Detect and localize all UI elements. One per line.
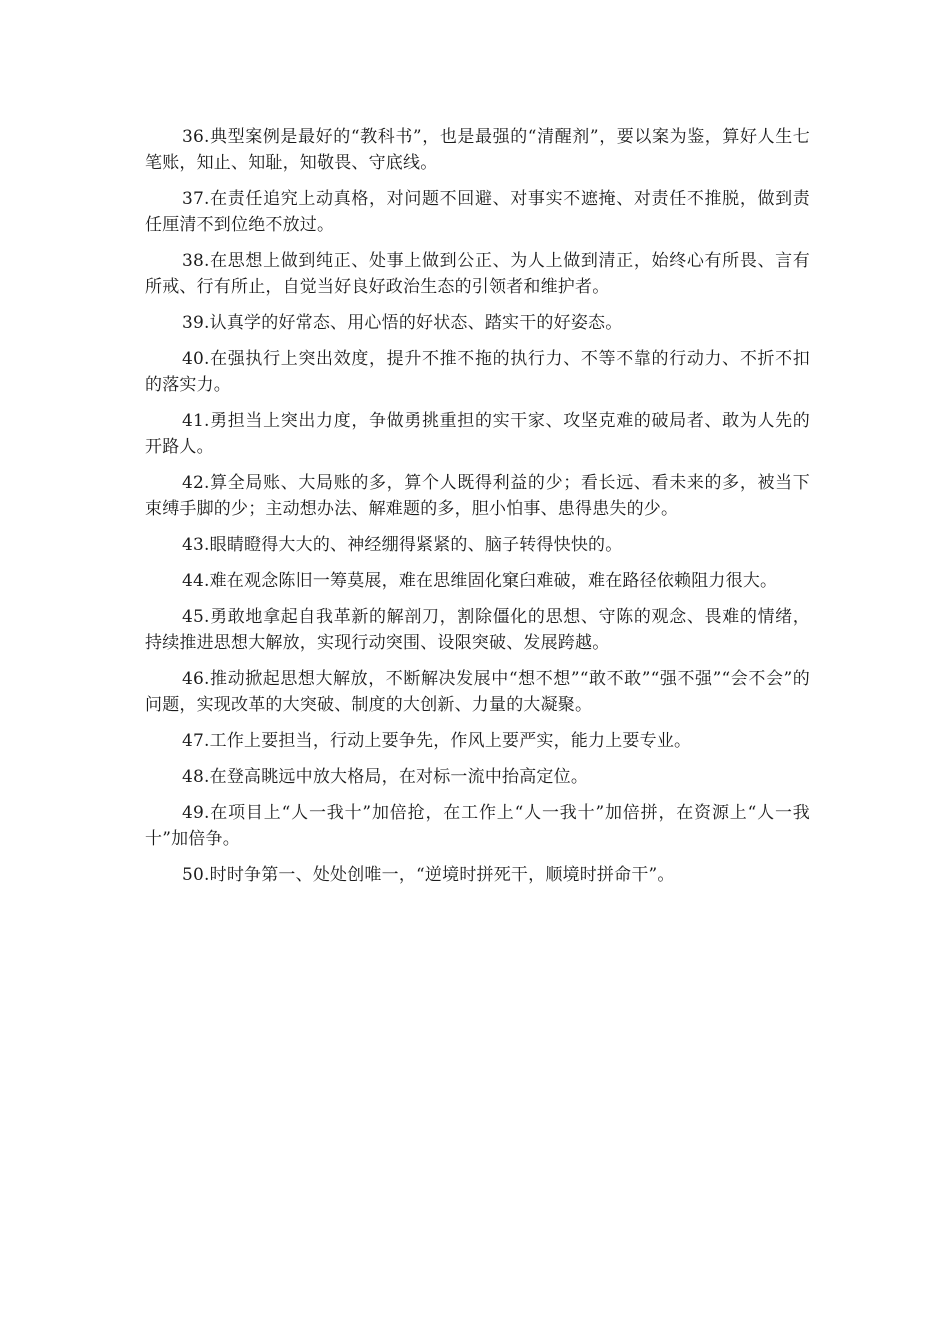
document-body [145, 124, 810, 898]
paragraph-40: 40.在强执行上突出效度，提升不推不拖的执行力、不等不靠的行动力、不折不扣的落实力。 [145, 349, 810, 395]
paragraph-39: 39.认真学的好常态、用心悟的好状态、踏实干的好姿态。 [182, 313, 623, 333]
paragraph-45: 45.勇敢地拿起自我革新的解剖刀，割除僵化的思想、守陈的观念、畏难的情绪，持续推进思想大解放，实现行动突围、设限突破、发展跨越。 [145, 607, 810, 653]
paragraph-50: 50.时时争第一、处处创唯一，“逆境时拼死干，顺境时拼命干”。 [182, 865, 675, 885]
paragraph-37: 37.在责任追究上动真格，对问题不回避、对事实不遮掩、对责任不推脱，做到责任厘清不到位绝不放过。 [145, 189, 810, 235]
paragraph-42: 42.算全局账、大局账的多，算个人既得利益的少；看长远、看未来的多，被当下束缚手脚的少；主动想办法、解难题的多，胆小怕事、患得患失的少。 [145, 473, 810, 519]
paragraph-41: 41.勇担当上突出力度，争做勇挑重担的实干家、攻坚克难的破局者、敢为人先的开路人。 [145, 411, 810, 457]
paragraph-36: 36.典型案例是最好的“教科书”，也是最强的“清醒剂”，要以案为鉴，算好人生七笔账，知止、知耻，知敬畏、守底线。 [145, 127, 810, 173]
paragraph-47: 47.工作上要担当，行动上要争先，作风上要严实，能力上要专业。 [182, 731, 692, 751]
paragraph-49: 49.在项目上“人一我十”加倍抢，在工作上“人一我十”加倍拼，在资源上“人一我十”加倍争。 [145, 803, 810, 849]
paragraph-44: 44.难在观念陈旧一筹莫展，难在思维固化窠臼难破，难在路径依赖阻力很大。 [182, 571, 778, 591]
paragraph-43: 43.眼睛瞪得大大的、神经绷得紧紧的、脑子转得快快的。 [182, 535, 623, 555]
paragraph-46: 46.推动掀起思想大解放，不断解决发展中“想不想”“敢不敢”“强不强”“会不会”的问题，实现改革的大突破、制度的大创新、力量的大凝聚。 [145, 669, 810, 715]
paragraph-38: 38.在思想上做到纯正、处事上做到公正、为人上做到清正，始终心有所畏、言有所戒、行有所止，自觉当好良好政治生态的引领者和维护者。 [145, 251, 810, 297]
paragraph-48: 48.在登高眺远中放大格局，在对标一流中抬高定位。 [182, 767, 589, 787]
